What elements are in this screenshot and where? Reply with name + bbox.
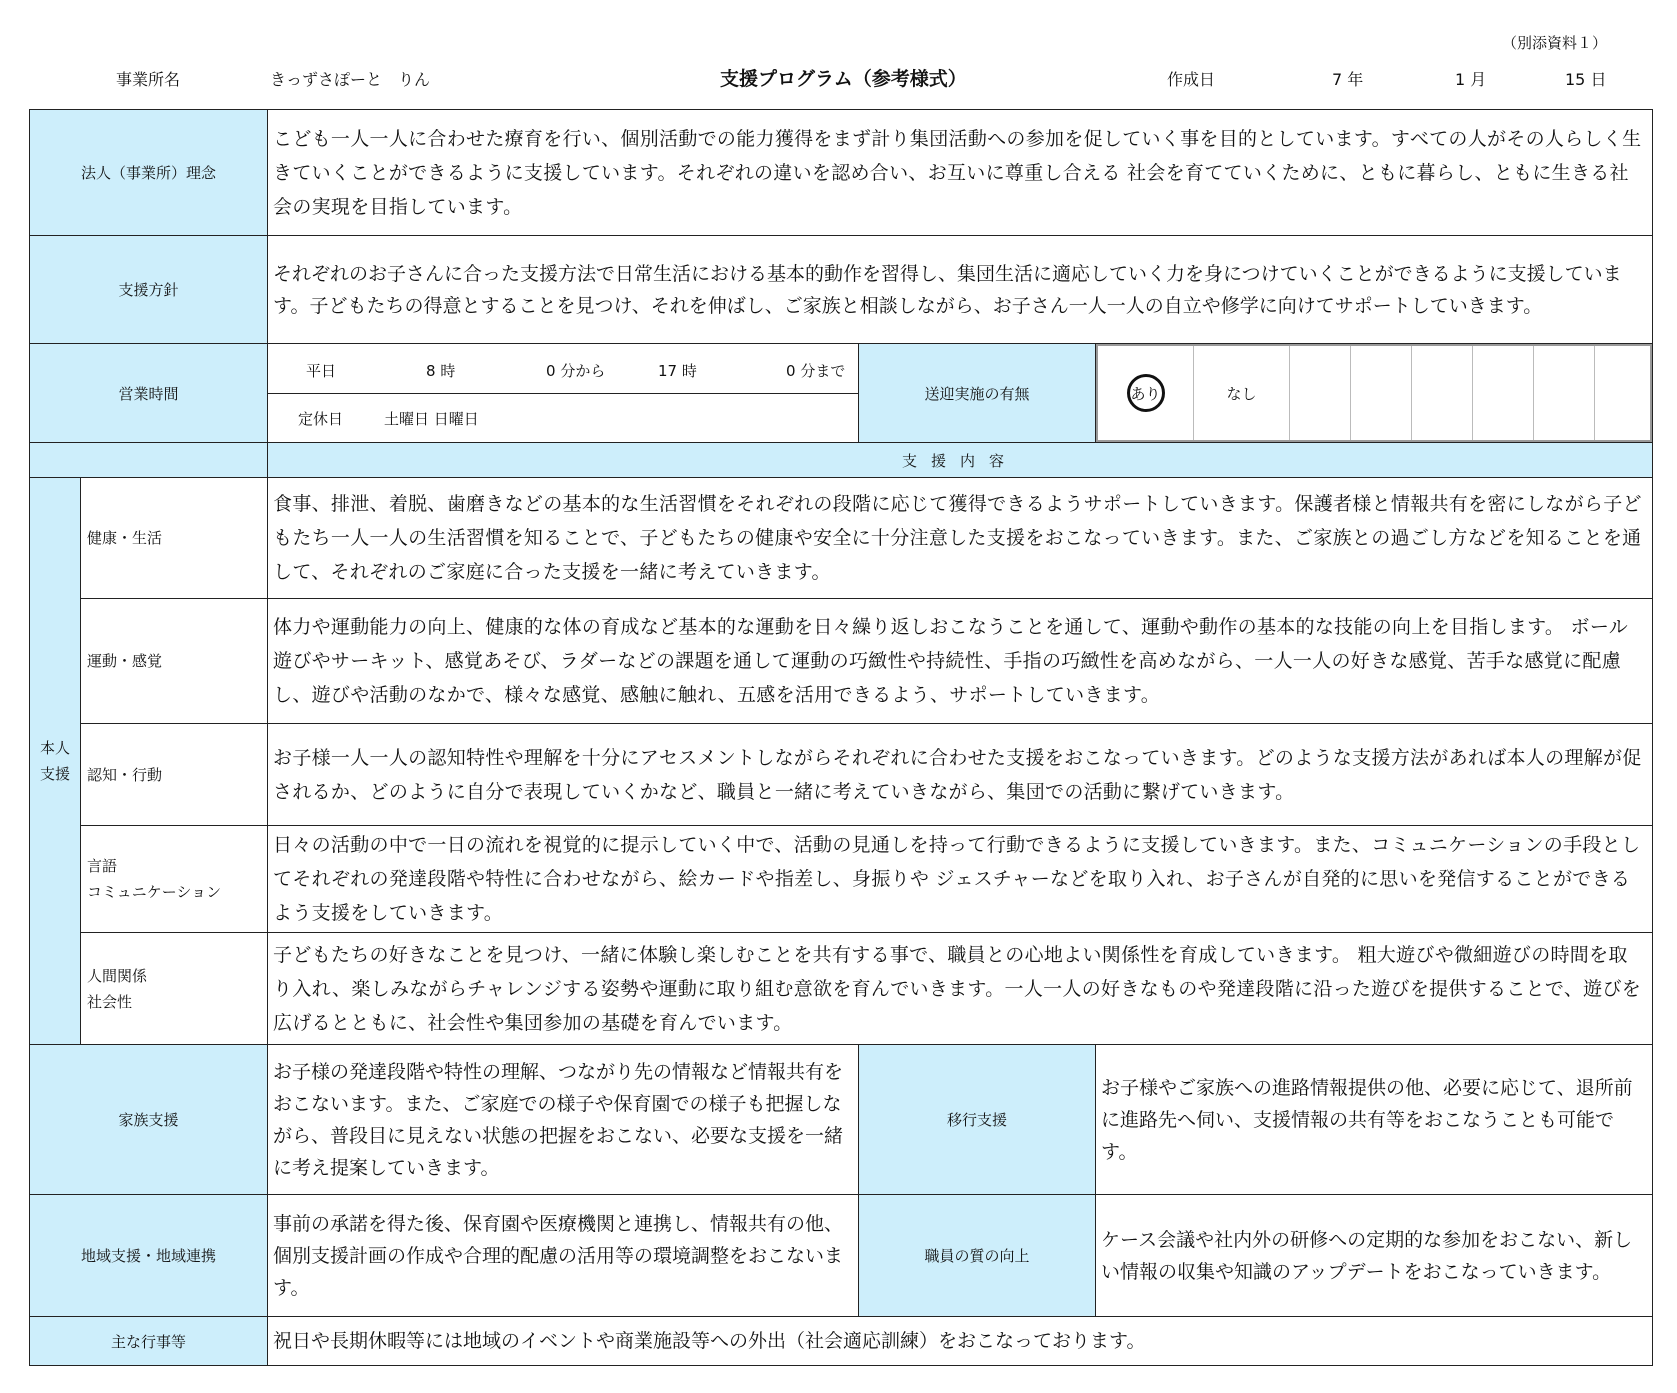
support-row-health [30,478,1653,599]
blank-cell [1595,346,1650,440]
staff-quality-label: 職員の質の向上 [859,1195,1096,1317]
personal-support-label: 本人 支援 [30,478,81,1045]
facility-name: きっずさぽーと りん [270,70,431,89]
support-text-health: 食事、排泄、着脱、歯磨きなどの基本的な生活習慣をそれぞれの段階に応じて獲得できるようサポートしていきます。保護者様と情報共有を密にしながら子どもたち一人一人の生活習慣を知ることで、子どもたちの健康や安全に十分注意した支援をおこなっていきます。また、ご家族との過ごし方などを知ることを通して、それぞれのご家庭に合った支援を一緒に考えていきます。 [268,478,1653,599]
support-row-cognition [30,724,1653,826]
selected-circle-mark: あり [1127,374,1165,412]
support-row-motor [30,599,1653,724]
end-hour: 17 時 [658,361,697,380]
page-title: 支援プログラム（参考様式） [720,68,967,90]
policy-row [30,236,1653,344]
support-content-header-row [30,443,1653,478]
support-category-motor: 運動・感覚 [81,599,268,724]
closed-label: 定休日 [298,409,344,428]
transition-support-text: お子様やご家族への進路情報提供の他、必要に応じて、退所前に進路先へ伺い、支援情報の共有等をおこなうことも可能です。 [1096,1045,1653,1195]
support-text-cognition: お子様一人一人の認知特性や理解を十分にアセスメントしながらそれぞれに合わせた支援をおこなっていきます。どのような支援方法があれば本人の理解が促されるか、どのように自分で表現していくかなど、職員と一緒に考えていきながら、集団での活動に繋げていきます。 [268,724,1653,826]
blank-cell [1534,346,1595,440]
created-year: 7 年 [1332,70,1364,89]
support-row-language [30,826,1653,933]
blank-cell [1473,346,1534,440]
support-text-social: 子どもたちの好きなことを見つけ、一緒に体験し楽しむことを共有する事で、職員との心地よい関係性を育成していきます。 粗大遊びや微細遊びの時間を取り入れ、楽しみながらチャレンジする姿勢や運動に取り組む意欲を育んでいきます。一人一人の好きなものや発達段階に沿った遊びを提供することで、遊びを広げるとともに、社会性や集団参加の基礎を育んでいます。 [268,933,1653,1045]
support-content-header: 支援内容 [268,443,1653,478]
community-support-label: 地域支援・地域連携 [30,1195,268,1317]
transport-yes-option[interactable] [1098,346,1194,440]
support-text-motor: 体力や運動能力の向上、健康的な体の育成など基本的な運動を日々繰り返しおこなうことを通して、運動や動作の基本的な技能の向上を目指します。 ボール遊びやサーキット、感覚あそび、ラダーなどの課題を通して運動の巧緻性や持続性、手指の巧緻性を高めながら、一人一人の好きな感覚、苦手な感覚に配慮し、遊びや活動のなかで、様々な感覚、感触に触れ、五感を活用できるよう、サポートしていきます。 [268,599,1653,724]
transition-support-label: 移行支援 [859,1045,1096,1195]
document-header [0,67,1677,93]
transport-label: 送迎実施の有無 [859,344,1096,443]
support-program-table [29,109,1653,1366]
blank-cell [1412,346,1473,440]
philosophy-row [30,110,1653,236]
family-transition-row [30,1045,1653,1195]
staff-quality-text: ケース会議や社内外の研修への定期的な参加をおこない、新しい情報の収集や知識のアップデートをおこなっていきます。 [1096,1195,1653,1317]
support-category-cognition: 認知・行動 [81,724,268,826]
support-category-health: 健康・生活 [81,478,268,599]
start-minute: 0 分から [546,361,606,380]
weekday-hours [268,345,858,394]
hours-cell [268,344,859,443]
events-text: 祝日や長期休暇等には地域のイベントや商業施設等への外出（社会適応訓練）をおこなっております。 [268,1317,1653,1366]
facility-label: 事業所名 [116,70,181,89]
support-category-social: 人間関係 社会性 [81,933,268,1045]
support-category-language: 言語 コミュニケーション [81,826,268,933]
start-hour: 8 時 [426,361,456,380]
support-row-social [30,933,1653,1045]
support-text-language: 日々の活動の中で一日の流れを視覚的に提示していく中で、活動の見通しを持って行動できるように支援していきます。また、コミュニケーションの手段としてそれぞれの発達段階や特性に合わせながら、絵カードや指差し、身振りや ジェスチャーなどを取り入れ、お子さんが自発的に思いを発信することができるよう支援をしていきます。 [268,826,1653,933]
philosophy-label: 法人（事業所）理念 [30,110,268,236]
family-support-label: 家族支援 [30,1045,268,1195]
closed-days-row [268,394,858,442]
policy-label: 支援方針 [30,236,268,344]
weekday-label: 平日 [306,361,337,380]
attachment-label: （別添資料１） [1501,34,1607,52]
created-day: 15 日 [1565,70,1607,89]
hours-row [30,344,1653,443]
hours-label: 営業時間 [30,344,268,443]
closed-days: 土曜日 日曜日 [384,409,479,428]
community-staff-row [30,1195,1653,1317]
policy-text: それぞれのお子さんに合った支援方法で日常生活における基本的動作を習得し、集団生活に適応していく力を身につけていくことができるように支援しています。子どもたちの得意とすることを見つけ、それを伸ばし、ご家族と相談しながら、お子さん一人一人の自立や修学に向けてサポートしていきます。 [268,236,1653,344]
end-minute: 0 分まで [786,361,846,380]
created-label: 作成日 [1167,70,1216,89]
transport-options [1096,344,1653,443]
family-support-text: お子様の発達段階や特性の理解、つながり先の情報など情報共有をおこないます。また、ご家庭での様子や保育園での様子も把握しながら、普段目に見えない状態の把握をおこない、必要な支援を一緒に考え提案していきます。 [268,1045,859,1195]
blank-header-cell [30,443,268,478]
created-month: 1 月 [1455,70,1487,89]
events-row [30,1317,1653,1366]
events-label: 主な行事等 [30,1317,268,1366]
community-support-text: 事前の承諾を得た後、保育園や医療機関と連携し、情報共有の他、個別支援計画の作成や合理的配慮の活用等の環境調整をおこないます。 [268,1195,859,1317]
blank-cell [1290,346,1351,440]
philosophy-text: こども一人一人に合わせた療育を行い、個別活動での能力獲得をまず計り集団活動への参加を促していく事を目的としています。すべての人がその人らしく生きていくことができるように支援しています。それぞれの違いを認め合い、お互いに尊重し合える 社会を育てていくために、ともに暮らし、ともに生きる社会の実現を目指しています。 [268,110,1653,236]
blank-cell [1351,346,1412,440]
transport-no-option[interactable]: なし [1194,346,1290,440]
